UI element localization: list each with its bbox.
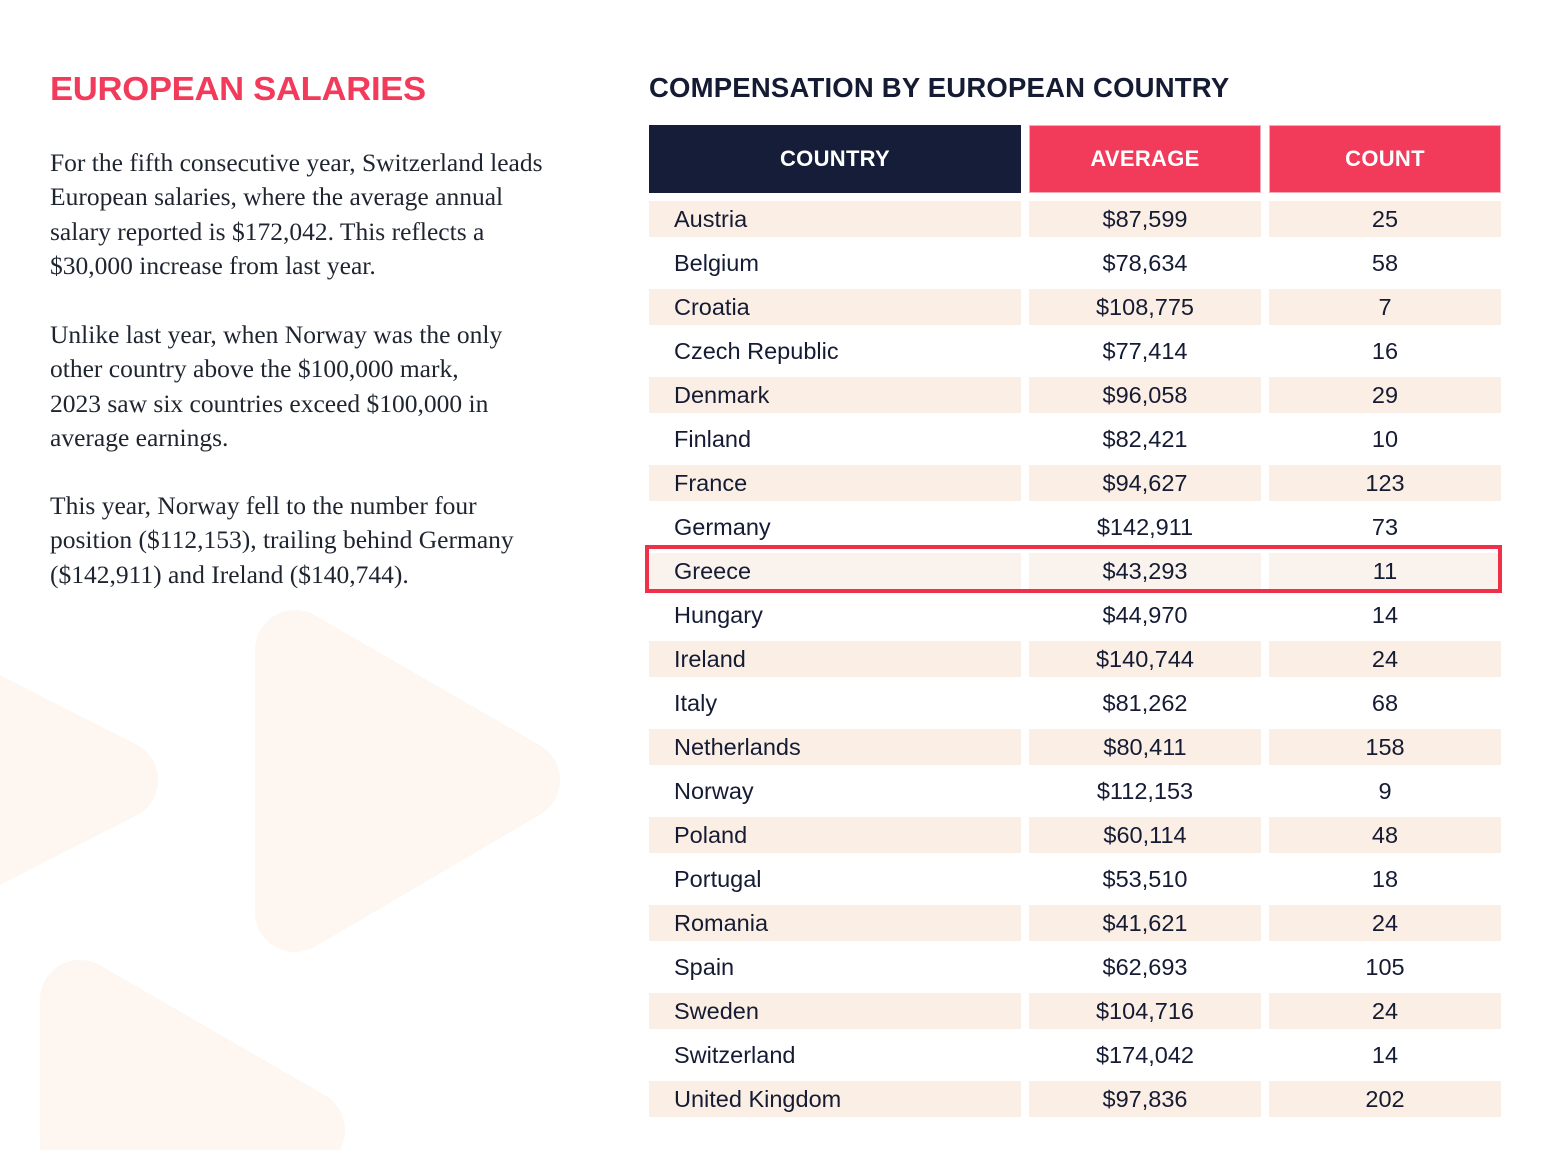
table-row bbox=[649, 729, 1501, 765]
table-row bbox=[649, 465, 1501, 501]
cell-country: Romania bbox=[649, 905, 1021, 941]
cell-country: Italy bbox=[674, 689, 718, 716]
cell-average: $108,775 bbox=[1029, 289, 1261, 325]
cell-average: $112,153 bbox=[1096, 777, 1194, 804]
cell-country: Greece bbox=[649, 553, 1021, 589]
table-row bbox=[649, 817, 1501, 853]
table-row bbox=[649, 333, 1501, 369]
cell-count: 9 bbox=[1378, 777, 1392, 804]
cell-count: 73 bbox=[1371, 513, 1399, 540]
cell-average: $78,634 bbox=[1102, 249, 1188, 276]
table-row bbox=[649, 773, 1501, 809]
cell-average: $41,621 bbox=[1029, 905, 1261, 941]
cell-count: 18 bbox=[1371, 865, 1399, 892]
table-row bbox=[649, 509, 1501, 545]
cell-count: 10 bbox=[1371, 425, 1399, 452]
cell-count: 11 bbox=[1269, 553, 1501, 589]
cell-country: Portugal bbox=[674, 865, 762, 892]
cell-count: 202 bbox=[1269, 1081, 1501, 1117]
table-row bbox=[649, 949, 1501, 985]
cell-count: 68 bbox=[1371, 689, 1399, 716]
cell-average: $81,262 bbox=[1102, 689, 1188, 716]
table-row bbox=[649, 377, 1501, 413]
table-row bbox=[649, 1081, 1501, 1117]
cell-country: Switzerland bbox=[674, 1041, 796, 1068]
cell-count: 24 bbox=[1269, 905, 1501, 941]
cell-country: France bbox=[649, 465, 1021, 501]
cell-country: United Kingdom bbox=[649, 1081, 1021, 1117]
table-row bbox=[649, 289, 1501, 325]
cell-count: 25 bbox=[1269, 201, 1501, 237]
cell-average: $94,627 bbox=[1029, 465, 1261, 501]
cell-count: 16 bbox=[1371, 337, 1399, 364]
cell-country: Czech Republic bbox=[674, 337, 839, 364]
cell-count: 24 bbox=[1269, 993, 1501, 1029]
section-title: EUROPEAN SALARIES bbox=[50, 70, 426, 107]
table-row-highlighted bbox=[649, 553, 1501, 589]
column-header-average: AVERAGE bbox=[1029, 125, 1261, 193]
cell-average: $174,042 bbox=[1095, 1041, 1195, 1068]
cell-country: Netherlands bbox=[649, 729, 1021, 765]
cell-country: Finland bbox=[674, 425, 752, 452]
cell-country: Poland bbox=[649, 817, 1021, 853]
cell-average: $140,744 bbox=[1029, 641, 1261, 677]
cell-country: Croatia bbox=[649, 289, 1021, 325]
column-header-count: COUNT bbox=[1269, 125, 1501, 193]
cell-average: $142,911 bbox=[1096, 513, 1194, 540]
cell-country: Austria bbox=[649, 201, 1021, 237]
cell-average: $77,414 bbox=[1102, 337, 1188, 364]
cell-country: Denmark bbox=[649, 377, 1021, 413]
decor-triangle-bottom bbox=[80, 1000, 305, 1150]
cell-count: 7 bbox=[1269, 289, 1501, 325]
intro-paragraph-3: This year, Norway fell to the number four position ($112,153), trailing behind Germany ($142,911) and Ireland ($140,744). bbox=[50, 491, 514, 589]
table-row bbox=[649, 685, 1501, 721]
cell-average: $104,716 bbox=[1029, 993, 1261, 1029]
cell-country: Norway bbox=[674, 777, 754, 804]
cell-count: 29 bbox=[1269, 377, 1501, 413]
table-body bbox=[649, 201, 1501, 1117]
column-header-country: COUNTRY bbox=[649, 125, 1021, 193]
intro-column bbox=[50, 70, 570, 589]
cell-average: $60,114 bbox=[1029, 817, 1261, 853]
table-row bbox=[649, 201, 1501, 237]
compensation-table-wrapper bbox=[649, 125, 1501, 1117]
cell-country: Ireland bbox=[649, 641, 1021, 677]
table-header-row bbox=[649, 125, 1501, 193]
table-row bbox=[649, 421, 1501, 457]
table-row bbox=[649, 861, 1501, 897]
cell-country: Hungary bbox=[674, 601, 763, 628]
cell-count: 123 bbox=[1269, 465, 1501, 501]
cell-average: $96,058 bbox=[1029, 377, 1261, 413]
cell-count: 58 bbox=[1371, 249, 1399, 276]
table-row bbox=[649, 1037, 1501, 1073]
table-title: COMPENSATION BY EUROPEAN COUNTRY bbox=[649, 72, 1230, 103]
cell-country: Sweden bbox=[649, 993, 1021, 1029]
table-row bbox=[649, 993, 1501, 1029]
cell-country: Germany bbox=[674, 513, 771, 540]
cell-average: $62,693 bbox=[1102, 953, 1188, 980]
cell-country: Belgium bbox=[674, 249, 759, 276]
intro-paragraph-1: For the fifth consecutive year, Switzerland leads European salaries, where the average annual salary reported is $172,042. This reflects a $30,000 increase from last year. bbox=[50, 148, 543, 280]
compensation-table bbox=[641, 117, 1509, 1125]
cell-count: 105 bbox=[1365, 953, 1405, 980]
table-row bbox=[649, 597, 1501, 633]
cell-count: 48 bbox=[1269, 817, 1501, 853]
intro-paragraph-2: Unlike last year, when Norway was the only other country above the $100,000 mark, 2023 saw six countries exceed $100,000 in average earnings. bbox=[50, 320, 503, 452]
cell-average: $87,599 bbox=[1029, 201, 1261, 237]
decor-triangle-left bbox=[0, 700, 118, 860]
cell-average: $82,421 bbox=[1102, 425, 1188, 452]
table-row bbox=[649, 905, 1501, 941]
cell-country: Spain bbox=[674, 953, 735, 980]
cell-count: 24 bbox=[1269, 641, 1501, 677]
table-row bbox=[649, 245, 1501, 281]
cell-average: $43,293 bbox=[1029, 553, 1261, 589]
cell-count: 158 bbox=[1269, 729, 1501, 765]
cell-average: $53,510 bbox=[1102, 865, 1188, 892]
cell-average: $97,836 bbox=[1029, 1081, 1261, 1117]
cell-average: $80,411 bbox=[1029, 729, 1261, 765]
cell-average: $44,970 bbox=[1102, 601, 1188, 628]
decor-triangle-right bbox=[295, 650, 520, 912]
table-row bbox=[649, 641, 1501, 677]
cell-count: 14 bbox=[1371, 601, 1399, 628]
cell-count: 14 bbox=[1371, 1041, 1399, 1068]
